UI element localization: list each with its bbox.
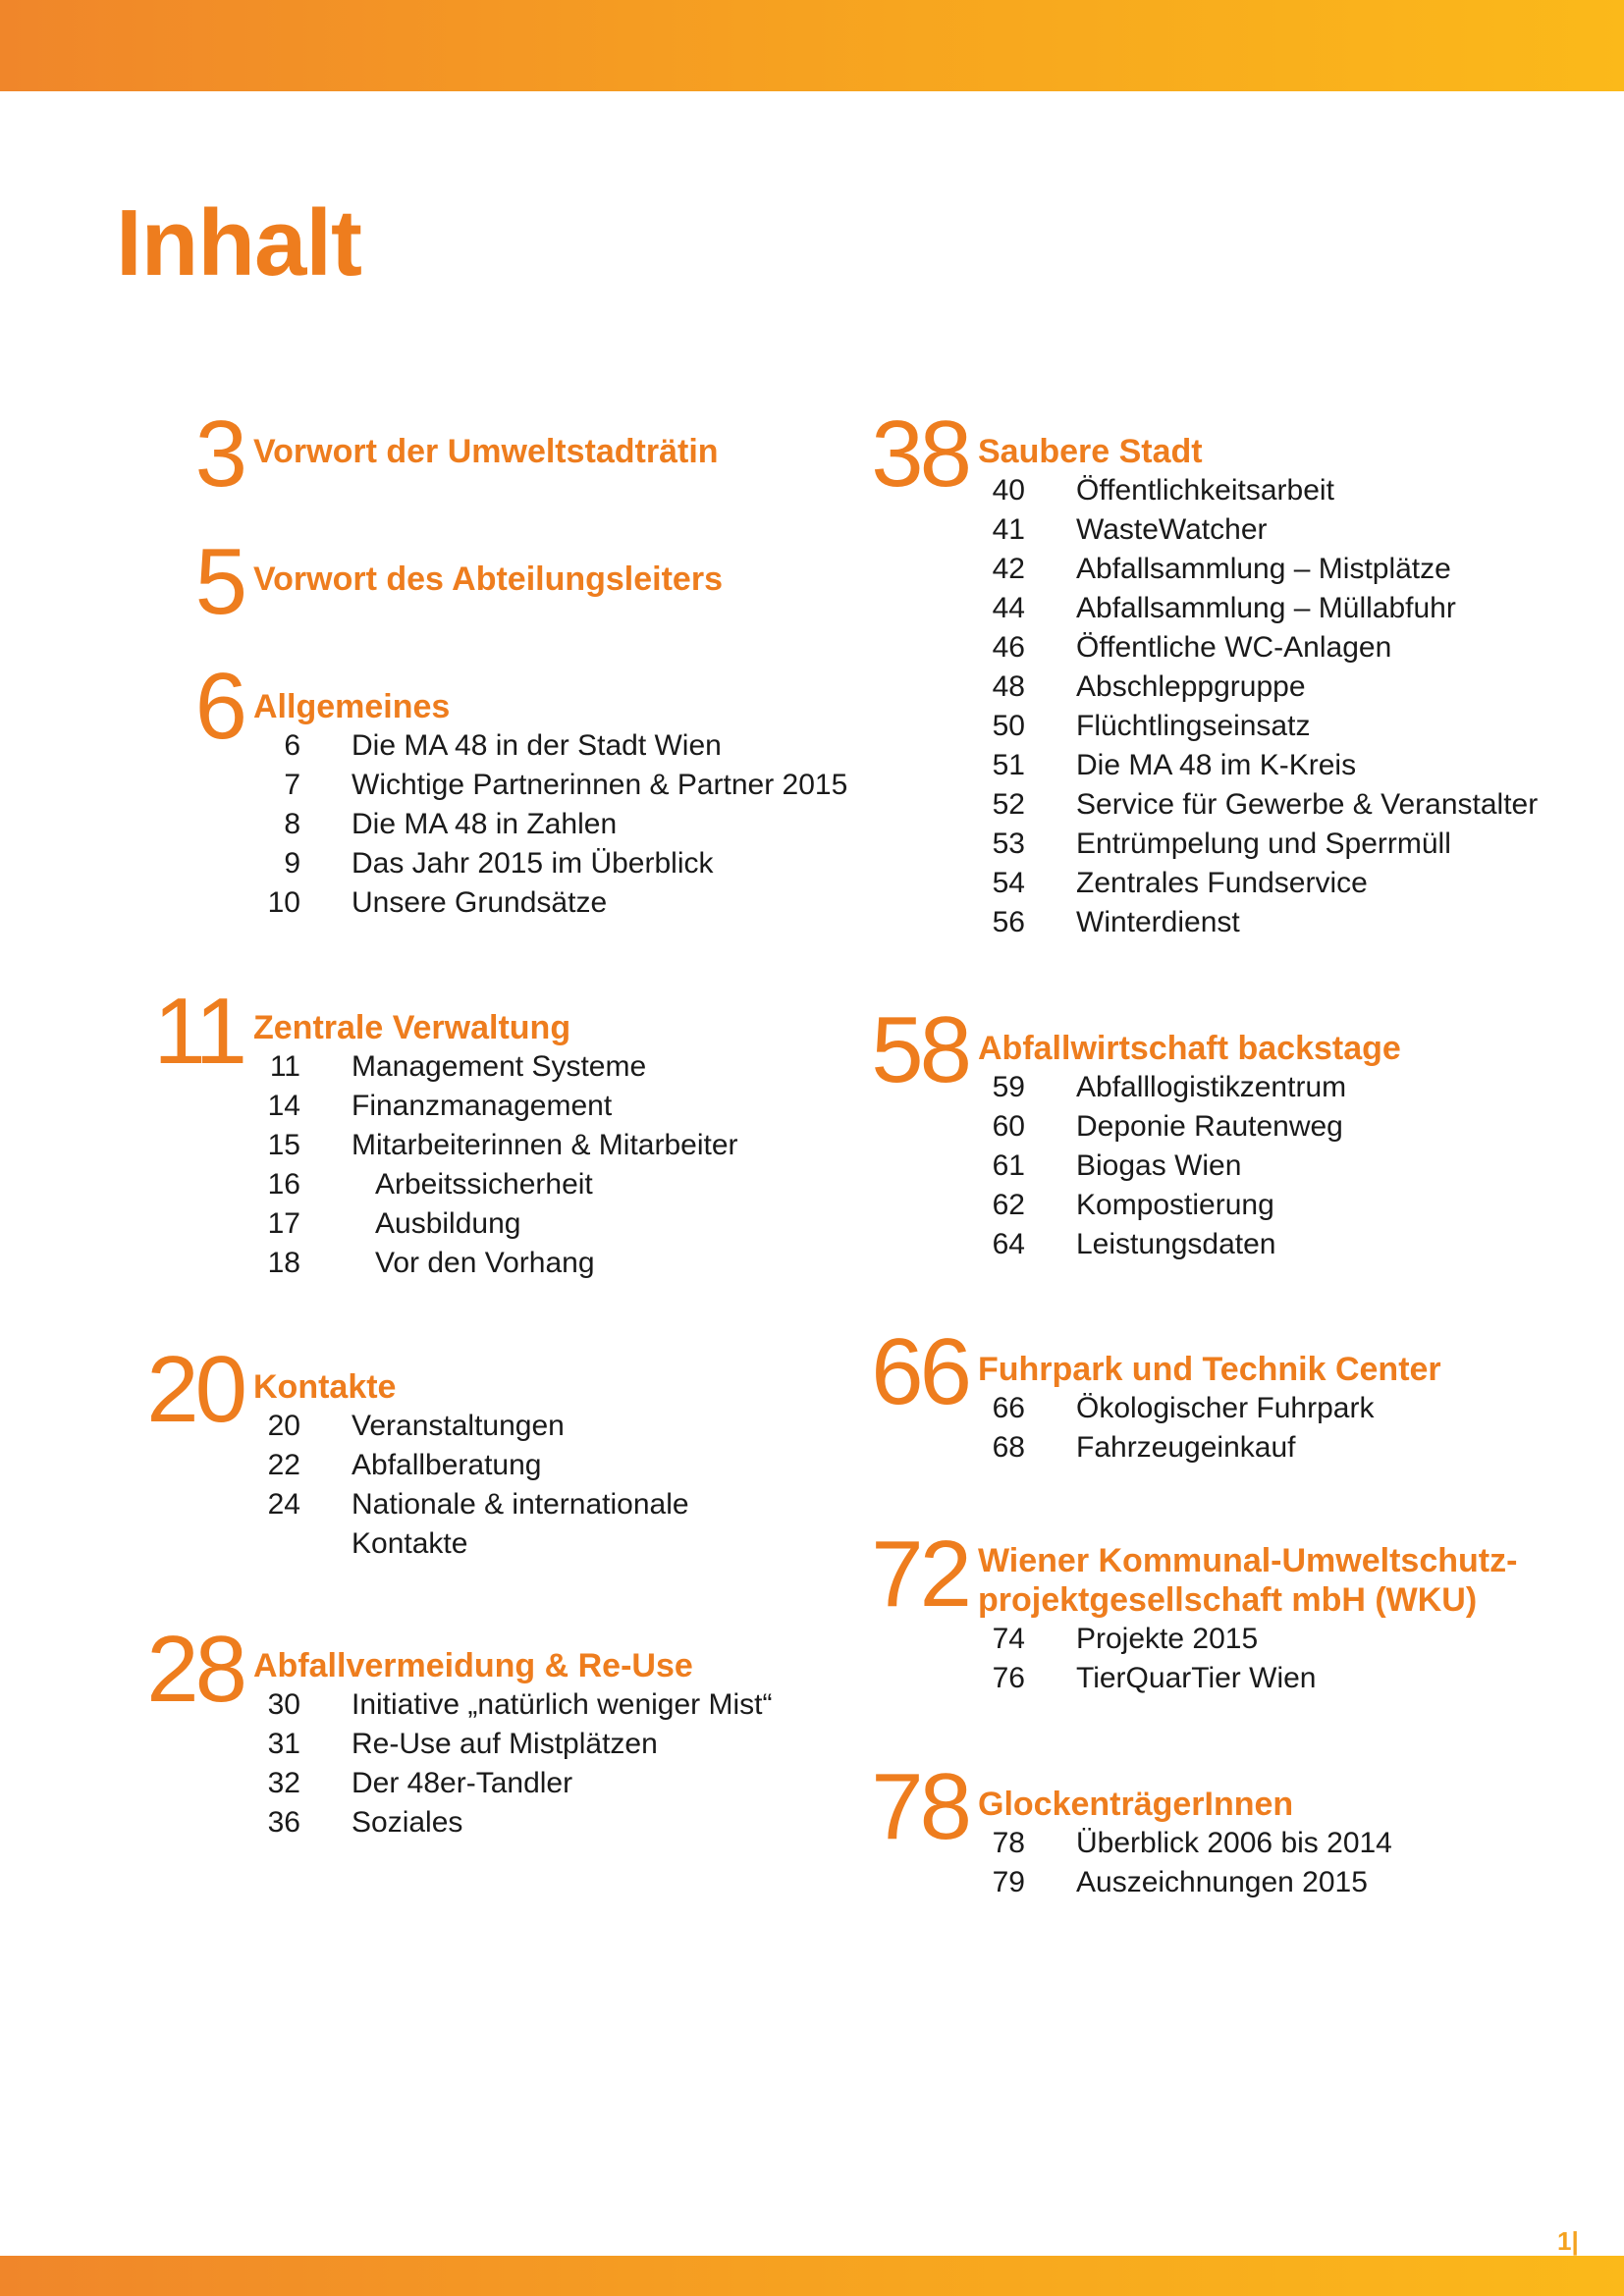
entry-label: Deponie Rautenweg xyxy=(1076,1110,1343,1143)
section-title[interactable]: Saubere Stadt xyxy=(978,433,1203,470)
entry-page-number: 14 xyxy=(267,1090,300,1122)
entry-page-number: 10 xyxy=(267,886,300,919)
entry-label: Vor den Vorhang xyxy=(375,1247,595,1279)
entry-label: Service für Gewerbe & Veranstalter xyxy=(1076,788,1539,821)
section-title[interactable]: Vorwort der Umweltstadträtin xyxy=(253,433,719,470)
entry-label: Überblick 2006 bis 2014 xyxy=(1076,1827,1392,1859)
entry-page-number: 74 xyxy=(992,1623,1025,1655)
entry-page-number: 42 xyxy=(992,553,1025,585)
entry-label: TierQuarTier Wien xyxy=(1076,1662,1317,1694)
entry-label: Soziales xyxy=(352,1806,463,1839)
entry-label: Öffentlichkeitsarbeit xyxy=(1076,474,1334,507)
entry-page-number: 18 xyxy=(267,1247,300,1279)
entry-label: Ausbildung xyxy=(375,1207,521,1240)
entry-label: Finanzmanagement xyxy=(352,1090,613,1122)
entry-label: Die MA 48 in Zahlen xyxy=(352,808,618,840)
section-title[interactable]: Zentrale Verwaltung xyxy=(253,1009,571,1046)
section-title[interactable]: Allgemeines xyxy=(253,688,451,725)
entry-label: Management Systeme xyxy=(352,1050,647,1083)
entry-label: Veranstaltungen xyxy=(352,1410,565,1442)
entry-page-number: 44 xyxy=(992,592,1025,624)
entry-label: Abfallsammlung – Müllabfuhr xyxy=(1076,592,1456,624)
entry-page-number: 31 xyxy=(267,1728,300,1760)
section-title[interactable]: Kontakte xyxy=(253,1368,397,1406)
entry-label: Öffentliche WC-Anlagen xyxy=(1076,631,1392,664)
entry-label: Arbeitssicherheit xyxy=(375,1168,593,1201)
entry-label: Unsere Grundsätze xyxy=(352,886,608,919)
entry-page-number: 51 xyxy=(992,749,1025,781)
entry-page-number: 36 xyxy=(267,1806,300,1839)
entry-label: Biogas Wien xyxy=(1076,1149,1242,1182)
entry-page-number: 64 xyxy=(992,1228,1025,1260)
section-title[interactable]: Abfallvermeidung & Re-Use xyxy=(253,1647,693,1684)
entry-page-number: 76 xyxy=(992,1662,1025,1694)
footer-band xyxy=(0,2256,1624,2296)
entry-page-number: 32 xyxy=(267,1767,300,1799)
entry-page-number: 8 xyxy=(284,808,300,840)
header-band xyxy=(0,0,1624,91)
entry-label: Zentrales Fundservice xyxy=(1076,867,1368,899)
entry-page-number: 56 xyxy=(992,906,1025,938)
entry-label: Projekte 2015 xyxy=(1076,1623,1259,1655)
entry-page-number: 79 xyxy=(992,1866,1025,1898)
entry-label: Kompostierung xyxy=(1076,1189,1274,1221)
section-number: 66 xyxy=(871,1319,968,1424)
entry-label: Auszeichnungen 2015 xyxy=(1076,1866,1368,1898)
entry-page-number: 15 xyxy=(267,1129,300,1161)
entry-label: Wichtige Partnerinnen & Partner 2015 xyxy=(352,769,848,801)
page-number: 1| xyxy=(1557,2226,1579,2256)
section-number: 11 xyxy=(153,979,244,1084)
section-title[interactable]: GlockenträgerInnen xyxy=(978,1786,1294,1823)
section-title[interactable]: Abfallwirtschaft backstage xyxy=(978,1030,1401,1067)
entry-label: Das Jahr 2015 im Überblick xyxy=(352,847,714,880)
entry-page-number: 11 xyxy=(269,1050,300,1083)
entry-page-number: 48 xyxy=(992,670,1025,703)
entry-label: Fahrzeugeinkauf xyxy=(1076,1431,1296,1464)
section-number: 78 xyxy=(871,1754,968,1859)
section-number: 3 xyxy=(194,401,244,507)
entry-label: Der 48er-Tandler xyxy=(352,1767,573,1799)
section-number: 72 xyxy=(871,1522,968,1627)
entry-label: Initiative „natürlich weniger Mist“ xyxy=(352,1688,773,1721)
section-number: 20 xyxy=(146,1337,244,1442)
entry-page-number: 24 xyxy=(267,1488,300,1521)
entry-label: Abfallsammlung – Mistplätze xyxy=(1076,553,1451,585)
section-number: 5 xyxy=(194,529,244,634)
entry-page-number: 7 xyxy=(284,769,300,801)
section-title[interactable]: Fuhrpark und Technik Center xyxy=(978,1351,1441,1388)
section-number: 6 xyxy=(194,654,244,759)
page-title: Inhalt xyxy=(116,190,361,295)
entry-label: Kontakte xyxy=(352,1527,468,1560)
entry-page-number: 16 xyxy=(267,1168,300,1201)
entry-label: Winterdienst xyxy=(1076,906,1240,938)
entry-page-number: 68 xyxy=(992,1431,1025,1464)
entry-page-number: 62 xyxy=(992,1189,1025,1221)
entry-page-number: 9 xyxy=(284,847,300,880)
entry-page-number: 41 xyxy=(992,513,1025,546)
entry-label: Re-Use auf Mistplätzen xyxy=(352,1728,658,1760)
entry-page-number: 20 xyxy=(267,1410,300,1442)
entry-label: Flüchtlingseinsatz xyxy=(1076,710,1311,742)
entry-page-number: 22 xyxy=(267,1449,300,1481)
entry-label: Abfallberatung xyxy=(352,1449,542,1481)
entry-page-number: 40 xyxy=(992,474,1025,507)
entry-label: Abschleppgruppe xyxy=(1076,670,1306,703)
entry-label: Abfalllogistikzentrum xyxy=(1076,1071,1347,1103)
entry-label: Leistungsdaten xyxy=(1076,1228,1276,1260)
entry-page-number: 60 xyxy=(992,1110,1025,1143)
entry-page-number: 61 xyxy=(992,1149,1025,1182)
section-number: 28 xyxy=(146,1617,244,1722)
entry-label: Mitarbeiterinnen & Mitarbeiter xyxy=(352,1129,738,1161)
section-title[interactable]: Wiener Kommunal-Umweltschutz- xyxy=(978,1542,1518,1579)
entry-label: Die MA 48 im K-Kreis xyxy=(1076,749,1357,781)
section-title[interactable]: Vorwort des Abteilungsleiters xyxy=(253,561,723,598)
entry-page-number: 52 xyxy=(992,788,1025,821)
entry-page-number: 17 xyxy=(267,1207,300,1240)
entry-page-number: 6 xyxy=(284,729,300,762)
entry-page-number: 78 xyxy=(992,1827,1025,1859)
entry-label: Nationale & internationale xyxy=(352,1488,689,1521)
section-title-continued[interactable]: projektgesellschaft mbH (WKU) xyxy=(978,1581,1478,1619)
entry-label: Die MA 48 in der Stadt Wien xyxy=(352,729,722,762)
section-number: 38 xyxy=(871,401,968,507)
entry-page-number: 50 xyxy=(992,710,1025,742)
entry-label: WasteWatcher xyxy=(1076,513,1268,546)
entry-label: Entrümpelung und Sperrmüll xyxy=(1076,828,1451,860)
entry-page-number: 59 xyxy=(992,1071,1025,1103)
entry-label: Ökologischer Fuhrpark xyxy=(1076,1392,1375,1424)
section-number: 58 xyxy=(871,997,968,1102)
entry-page-number: 54 xyxy=(992,867,1025,899)
entry-page-number: 46 xyxy=(992,631,1025,664)
entry-page-number: 53 xyxy=(992,828,1025,860)
entry-page-number: 30 xyxy=(267,1688,300,1721)
entry-page-number: 66 xyxy=(992,1392,1025,1424)
